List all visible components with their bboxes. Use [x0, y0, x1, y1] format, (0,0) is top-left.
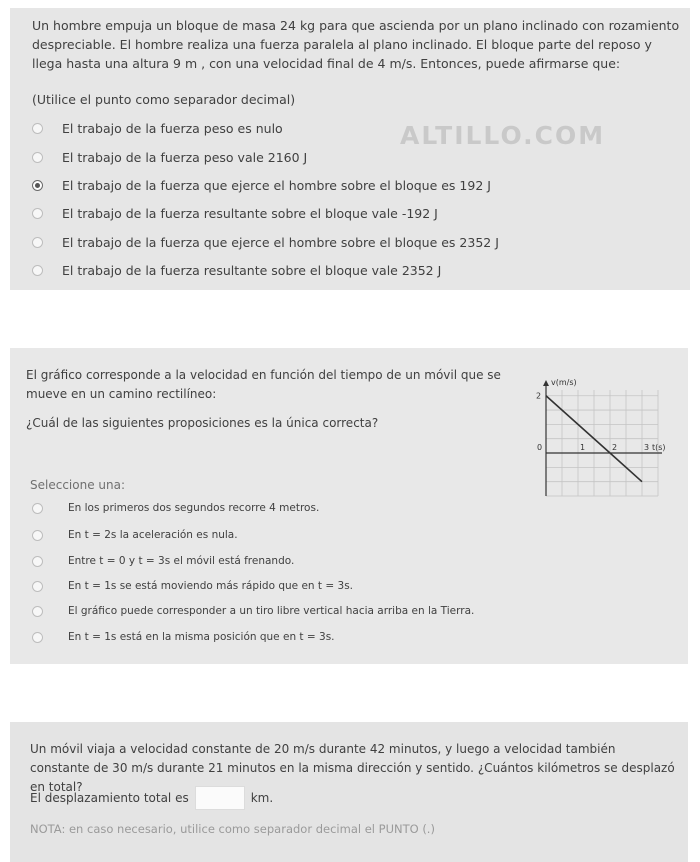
q1-option-1[interactable]: [32, 118, 283, 138]
velocity-time-graph: [530, 368, 670, 508]
q2-option-5[interactable]: [32, 601, 474, 621]
radio-button[interactable]: [32, 237, 43, 248]
q1-option-4[interactable]: [32, 203, 438, 223]
q3-statement: Un móvil viaja a velocidad constante de 20 m/s durante 42 minutos, y luego a velocidad también constante de 30 m/s durante 21 minutos en la misma dirección y sentido. ¿Cuántos kilómetros se desplazó en total?: [30, 742, 675, 794]
option-label: El trabajo de la fuerza que ejerce el hombre sobre el bloque es 2352 J: [62, 234, 499, 250]
q2-option-1[interactable]: [32, 498, 319, 518]
y-axis-arrow: [543, 380, 549, 386]
q2-option-4[interactable]: [32, 576, 353, 596]
answer-input[interactable]: [195, 786, 245, 810]
radio-button[interactable]: [32, 123, 43, 134]
q2-option-3[interactable]: [32, 551, 294, 571]
answer-unit: km.: [250, 790, 274, 805]
x-tick-label: 1: [580, 443, 586, 453]
q1-option-2[interactable]: [32, 147, 307, 167]
question-3-card: [10, 722, 688, 862]
option-label: En t = 1s se está moviendo más rápido que en t = 3s.: [68, 580, 353, 592]
radio-button[interactable]: [32, 265, 43, 276]
option-label: Entre t = 0 y t = 3s el móvil está frenando.: [68, 555, 295, 567]
q2-option-2[interactable]: [32, 525, 238, 545]
q1-option-3[interactable]: [32, 175, 491, 195]
q1-option-6[interactable]: [32, 260, 441, 280]
answer-row: [30, 786, 273, 810]
radio-button[interactable]: [32, 503, 43, 514]
radio-button-selected[interactable]: [32, 180, 43, 191]
question-2-card: [10, 348, 688, 664]
q3-note: NOTA: en caso necesario, utilice como separador decimal el PUNTO (.): [30, 822, 435, 836]
radio-button[interactable]: [32, 152, 43, 163]
radio-button[interactable]: [32, 606, 43, 617]
x-tick-label: 2: [612, 443, 618, 453]
x-tick-label: 3: [644, 443, 650, 453]
option-label: El gráfico puede corresponder a un tiro libre vertical hacia arriba en la Tierra.: [68, 605, 475, 617]
option-label: En los primeros dos segundos recorre 4 metros.: [68, 502, 320, 514]
question-1-card: [10, 8, 690, 290]
radio-button[interactable]: [32, 632, 43, 643]
option-label: El trabajo de la fuerza resultante sobre el bloque vale -192 J: [62, 205, 438, 221]
answer-prefix: El desplazamiento total es: [30, 790, 189, 805]
x-tick-label: 0: [537, 443, 543, 453]
option-label: El trabajo de la fuerza peso vale 2160 J: [62, 149, 308, 165]
x-axis-label: t(s): [652, 443, 666, 453]
option-label: El trabajo de la fuerza resultante sobre el bloque vale 2352 J: [62, 262, 442, 278]
q1-statement: Un hombre empuja un bloque de masa 24 kg para que ascienda por un plano inclinado con rozamiento despreciable. El hombre realiza una fuerza paralela al plano inclinado. El bloque parte del reposo y llega hasta una altura 9 m , con una velocidad final de 4 m/s. Entonces, puede afirmarse que:: [32, 18, 680, 71]
q1-note: (Utilice el punto como separador decimal): [32, 92, 296, 107]
q2-option-6[interactable]: [32, 627, 335, 647]
option-label: El trabajo de la fuerza peso es nulo: [62, 120, 283, 136]
radio-button[interactable]: [32, 556, 43, 567]
y-tick-label: 2: [536, 391, 542, 401]
option-label: En t = 2s la aceleración es nula.: [68, 529, 238, 541]
q2-question: ¿Cuál de las siguientes proposiciones es la única correcta?: [26, 416, 379, 430]
watermark: ALTILLO.COM: [400, 121, 606, 150]
radio-button[interactable]: [32, 581, 43, 592]
option-label: En t = 1s está en la misma posición que en t = 3s.: [68, 631, 335, 643]
radio-button[interactable]: [32, 208, 43, 219]
select-label: Seleccione una:: [30, 478, 125, 492]
y-axis-label: v(m/s): [551, 378, 577, 387]
q1-option-5[interactable]: [32, 232, 499, 252]
radio-button[interactable]: [32, 530, 43, 541]
option-label: El trabajo de la fuerza que ejerce el hombre sobre el bloque es 192 J: [62, 177, 491, 193]
q2-statement: El gráfico corresponde a la velocidad en función del tiempo de un móvil que se mueve en un camino rectilíneo:: [26, 368, 501, 401]
